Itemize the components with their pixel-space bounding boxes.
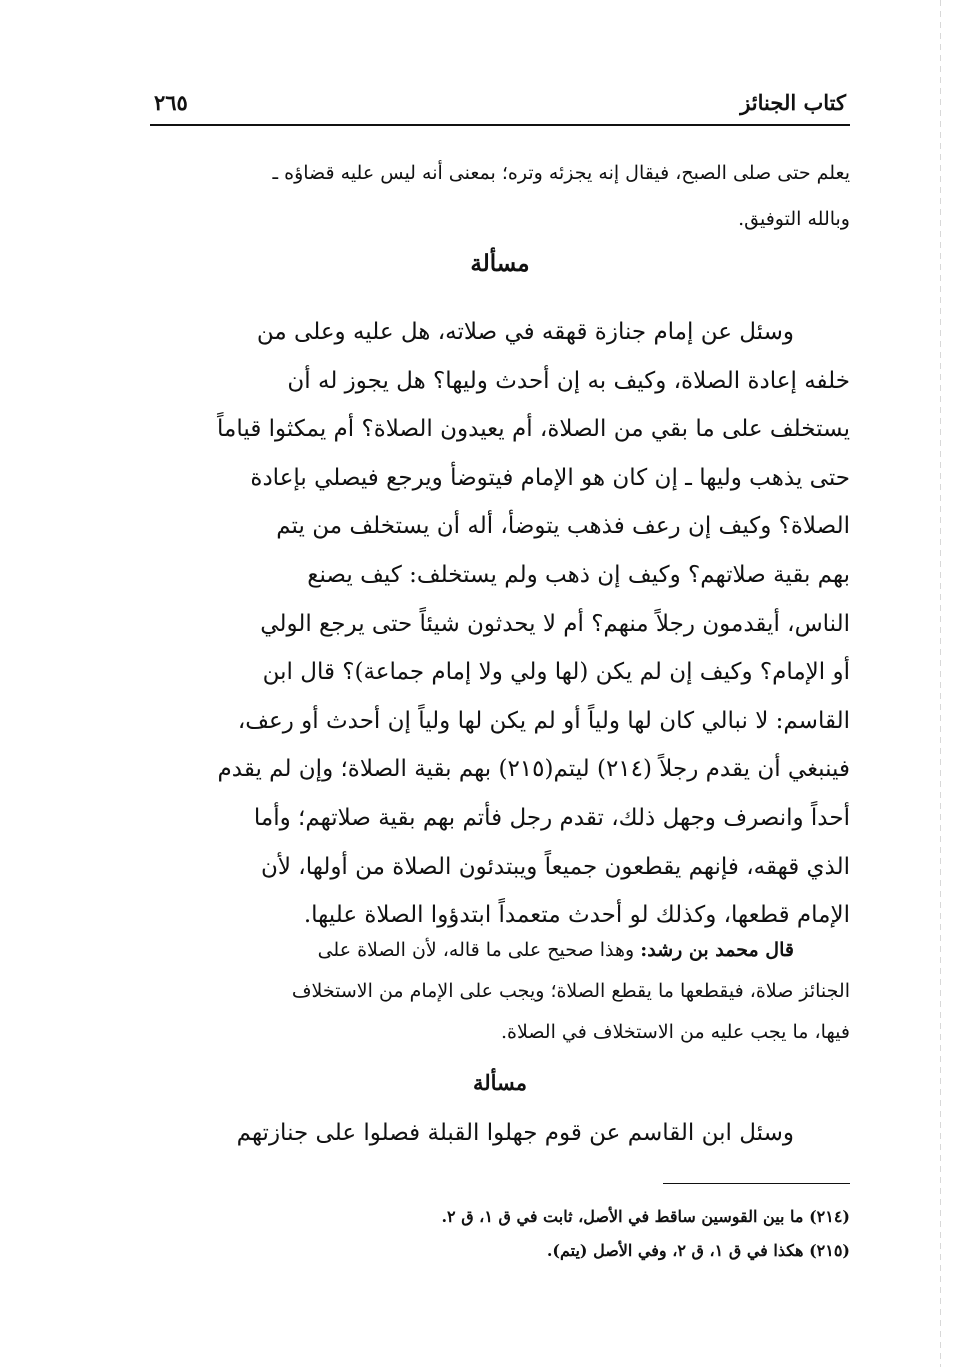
question-line: أحداً وانصرف وجهل ذلك، تقدم رجل فأتم بهم بقية صلاتهم؛ وأما <box>253 804 850 831</box>
commentary-line: فيها، ما يجب عليه من الاستخلاف في الصلاة. <box>501 1021 850 1043</box>
page-number: ٢٦٥ <box>154 90 188 115</box>
question-line: وسئل عن إمام جنازة قهقه في صلاته، هل عليه وعلى من <box>256 319 794 345</box>
question-line: فينبغي أن يقدم رجلاً (٢١٤) ليتم(٢١٥) بهم بقية الصلاة؛ وإن لم يقدم <box>217 756 850 783</box>
question-line: الإمام قطعها، وكذلك لو أحدث متعمداً ابتدؤوا الصلاة عليها. <box>303 902 850 929</box>
chapter-title: كتاب الجنائز <box>740 90 846 115</box>
question-line: الذي قهقه، فإنهم يقطعون جميعاً ويبتدئون الصلاة من أولها، لأن <box>260 853 850 880</box>
continuation-line: يعلم حتى صلى الصبح، فيقال إنه يجزئه وتره؛ بمعنى أنه ليس عليه قضاؤه ـ <box>272 162 850 184</box>
question-line: وسئل ابن القاسم عن قوم جهلوا القبلة فصلوا على جنازتهم <box>236 1120 794 1146</box>
question-line: القاسم: لا نبالي كان لها ولياً أو لم يكن لها ولياً إن أحدث أو رعف، <box>237 707 850 734</box>
commentary-author: قال محمد بن رشد: <box>640 939 794 961</box>
commentary-line-first <box>150 930 850 971</box>
question-paragraph-2 <box>150 1110 850 1156</box>
question-paragraph <box>150 308 850 940</box>
footnote-separator <box>663 1183 850 1184</box>
question-line: يستخلف على ما بقي من الصلاة، أم يعيدون الصلاة؟ أم يمكثوا قياماً <box>217 416 850 443</box>
footnotes <box>150 1200 850 1268</box>
running-header <box>150 84 850 126</box>
footnote: (٢١٥) هكذا في ق ١، ق ٢، وفي الأصل (يتم). <box>546 1241 850 1260</box>
section-heading: مسألة <box>470 250 530 277</box>
question-line: خلفه إعادة الصلاة، وكيف به إن أحدث وليها؟ هل يجوز له أن <box>287 367 850 394</box>
question-line: الصلاة؟ وكيف إن رعف فذهب يتوضأ، أله أن يستخلف من يتم <box>276 513 850 540</box>
question-line: حتى يذهب وليها ـ إن كان هو الإمام فيتوضأ ويرجع فيصلي بإعادة <box>250 464 850 491</box>
commentary-line: الجنائز صلاة، فيقطعها ما يقطع الصلاة؛ ويجب على الإمام من الاستخلاف <box>291 980 850 1002</box>
question-line: الناس، أيقدمون رجلاً منهم؟ أم لا يحدثون شيئاً حتى يرجع الولي <box>260 610 850 637</box>
continuation-paragraph <box>150 150 850 242</box>
footnote: (٢١٤) ما بين القوسين ساقط في الأصل، ثابت في ق ١، ق ٢. <box>441 1207 850 1226</box>
continuation-line: وبالله التوفيق. <box>738 208 850 230</box>
question-line: بهم بقية صلاتهم؟ وكيف إن ذهب ولم يستخلف: كيف يصنع <box>307 561 850 588</box>
section-heading: مسألة <box>472 1070 528 1095</box>
page-edge-shadow <box>940 0 941 1367</box>
commentary-text: وهذا صحيح على ما قاله، لأن الصلاة على <box>317 939 635 961</box>
commentary-paragraph <box>150 930 850 1053</box>
question-line: أو الإمام؟ وكيف إن لم يكن (لها ولي ولا إمام جماعة)؟ قال ابن <box>262 659 850 686</box>
